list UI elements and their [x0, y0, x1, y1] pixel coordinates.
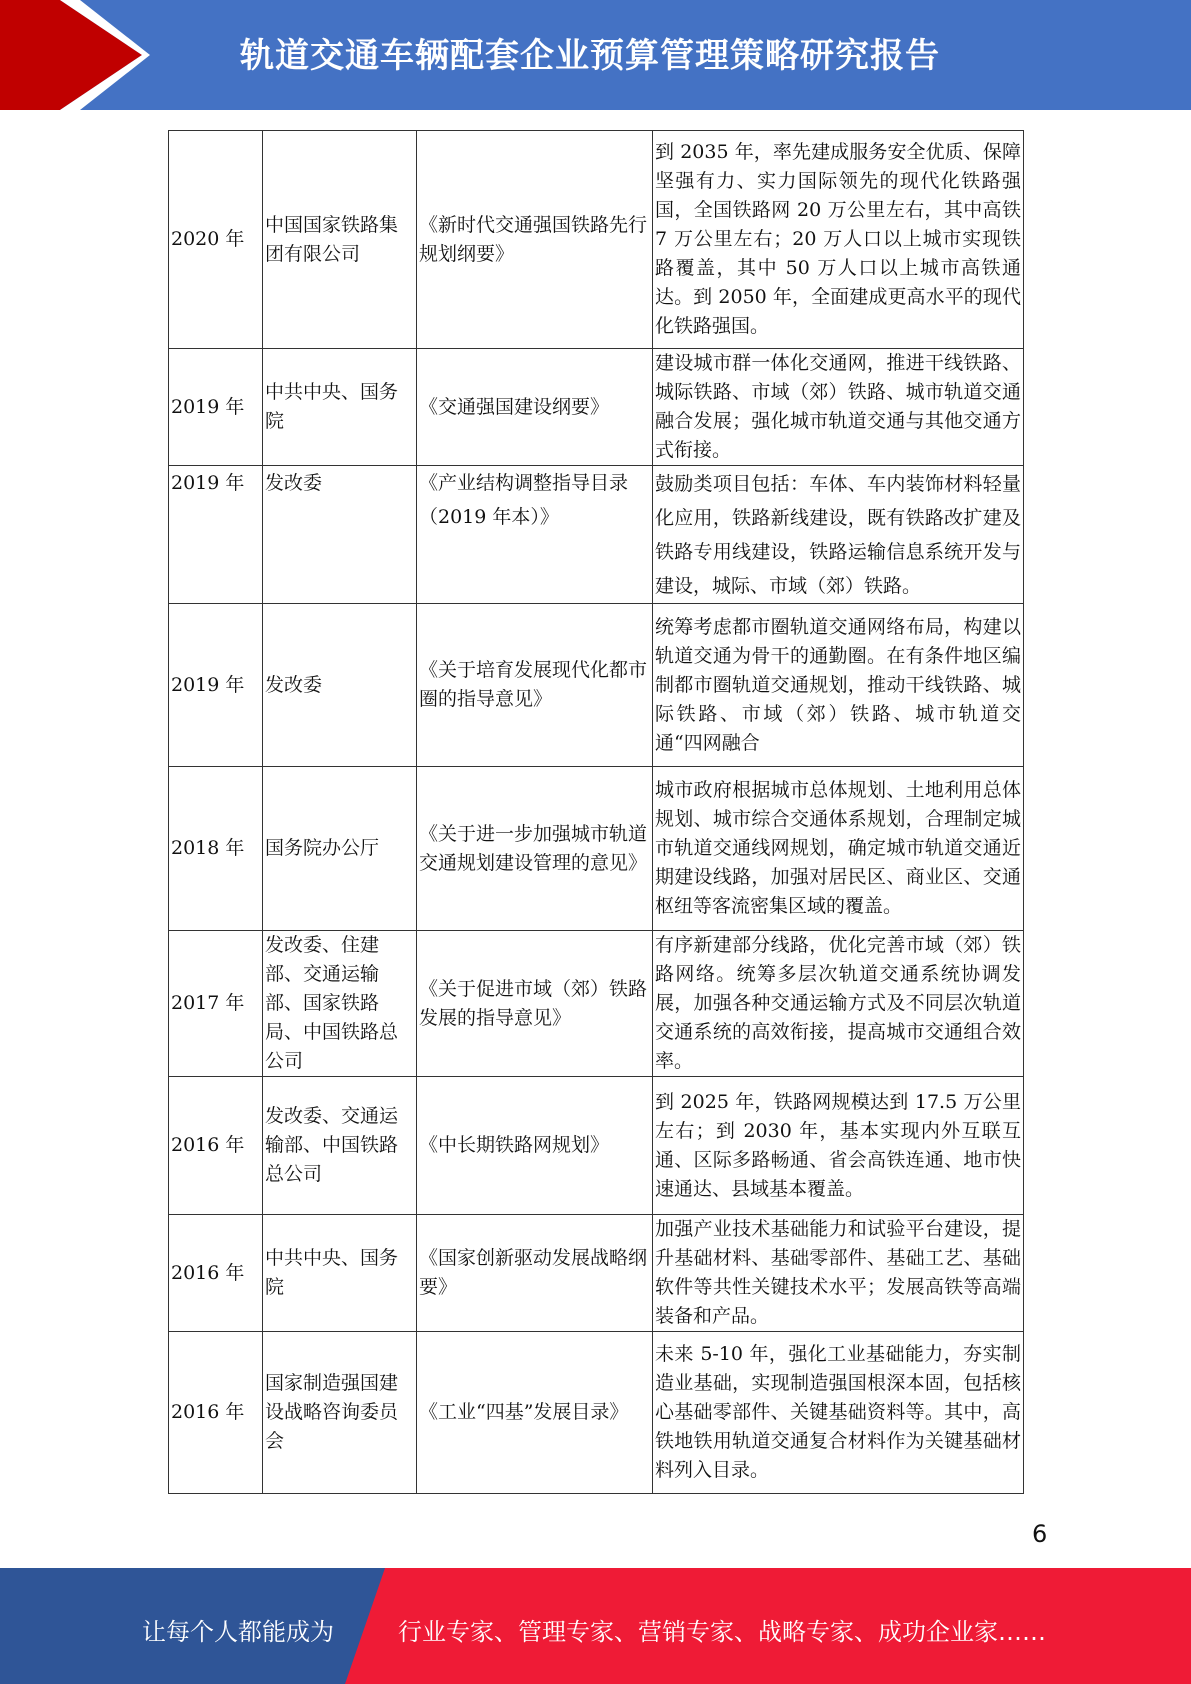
content-cell: 有序新建部分线路，优化完善市域（郊）铁路网络。统筹多层次轨道交通系统协调发展，加强各种交通运输方式及不同层次轨道交通系统的高效衔接，提高城市交通组合效率。: [653, 931, 1024, 1077]
table-row: [169, 931, 1024, 1077]
org-cell: 发改委、住建部、交通运输部、国家铁路局、中国铁路总公司: [263, 931, 417, 1077]
org-cell: 中共中央、国务院: [263, 349, 417, 466]
year-cell: 2017 年: [169, 931, 263, 1077]
table-row: [169, 1215, 1024, 1332]
document-cell: 《产业结构调整指导目录（2019 年本）》: [417, 466, 653, 604]
table-row: [169, 466, 1024, 604]
table-row: [169, 1332, 1024, 1494]
org-cell: 国务院办公厅: [263, 767, 417, 931]
year-cell: 2016 年: [169, 1077, 263, 1215]
policy-table: [168, 130, 1024, 1494]
table-row: [169, 349, 1024, 466]
table-row: [169, 131, 1024, 349]
year-cell: 2019 年: [169, 466, 263, 604]
year-cell: 2019 年: [169, 604, 263, 767]
year-cell: 2020 年: [169, 131, 263, 349]
content-cell: 统筹考虑都市圈轨道交通网络布局，构建以轨道交通为骨干的通勤圈。在有条件地区编制都市圈轨道交通规划，推动干线铁路、城际铁路、市域（郊）铁路、城市轨道交通“四网融合: [653, 604, 1024, 767]
content-cell: 到 2035 年，率先建成服务安全优质、保障坚强有力、实力国际领先的现代化铁路强国，全国铁路网 20 万公里左右，其中高铁 7 万公里左右；20 万人口以上城市实现铁路覆盖，其中 50 万人口以上城市高铁通达。到 2050 年，全面建成更高水平的现代化铁路强国。: [653, 131, 1024, 349]
org-cell: 中国国家铁路集团有限公司: [263, 131, 417, 349]
year-cell: 2016 年: [169, 1332, 263, 1494]
org-cell: 发改委、交通运输部、中国铁路总公司: [263, 1077, 417, 1215]
document-cell: 《交通强国建设纲要》: [417, 349, 653, 466]
page-footer: [0, 1568, 1191, 1684]
header-red-arrow: [0, 0, 150, 110]
page-header: [0, 0, 1191, 110]
document-cell: 《中长期铁路网规划》: [417, 1077, 653, 1215]
document-cell: 《新时代交通强国铁路先行规划纲要》: [417, 131, 653, 349]
year-cell: 2019 年: [169, 349, 263, 466]
content-cell: 城市政府根据城市总体规划、土地利用总体规划、城市综合交通体系规划，合理制定城市轨道交通线网规划，确定城市轨道交通近期建设线路，加强对居民区、商业区、交通枢纽等客流密集区域的覆盖。: [653, 767, 1024, 931]
footer-slogan-right: 行业专家、管理专家、营销专家、战略专家、成功企业家……: [398, 1618, 1046, 1646]
content-cell: 未来 5-10 年，强化工业基础能力，夯实制造业基础，实现制造强国根深本固，包括核心基础零部件、关键基础资料等。其中，高铁地铁用轨道交通复合材料作为关键基础材料列入目录。: [653, 1332, 1024, 1494]
document-cell: 《关于促进市域（郊）铁路发展的指导意见》: [417, 931, 653, 1077]
org-cell: 发改委: [263, 604, 417, 767]
content-cell: 到 2025 年，铁路网规模达到 17.5 万公里左右；到 2030 年，基本实现内外互联互通、区际多路畅通、省会高铁连通、地市快速通达、县域基本覆盖。: [653, 1077, 1024, 1215]
org-cell: 国家制造强国建设战略咨询委员会: [263, 1332, 417, 1494]
content-cell: 建设城市群一体化交通网，推进干线铁路、城际铁路、市域（郊）铁路、城市轨道交通融合发展；强化城市轨道交通与其他交通方式衔接。: [653, 349, 1024, 466]
content-cell: 加强产业技术基础能力和试验平台建设，提升基础材料、基础零部件、基础工艺、基础软件等共性关键技术水平；发展高铁等高端装备和产品。: [653, 1215, 1024, 1332]
table-row: [169, 604, 1024, 767]
content-cell: 鼓励类项目包括：车体、车内装饰材料轻量化应用，铁路新线建设，既有铁路改扩建及铁路专用线建设，铁路运输信息系统开发与建设，城际、市域（郊）铁路。: [653, 466, 1024, 604]
document-cell: 《关于培育发展现代化都市圈的指导意见》: [417, 604, 653, 767]
document-cell: 《关于进一步加强城市轨道交通规划建设管理的意见》: [417, 767, 653, 931]
document-cell: 《工业“四基”发展目录》: [417, 1332, 653, 1494]
document-cell: 《国家创新驱动发展战略纲要》: [417, 1215, 653, 1332]
table-row: [169, 1077, 1024, 1215]
table-row: [169, 767, 1024, 931]
year-cell: 2018 年: [169, 767, 263, 931]
year-cell: 2016 年: [169, 1215, 263, 1332]
footer-slogan-left: 让每个人都能成为: [142, 1618, 334, 1646]
org-cell: 发改委: [263, 466, 417, 604]
report-title: 轨道交通车辆配套企业预算管理策略研究报告: [240, 36, 940, 76]
org-cell: 中共中央、国务院: [263, 1215, 417, 1332]
page-number: 6: [1032, 1520, 1048, 1548]
